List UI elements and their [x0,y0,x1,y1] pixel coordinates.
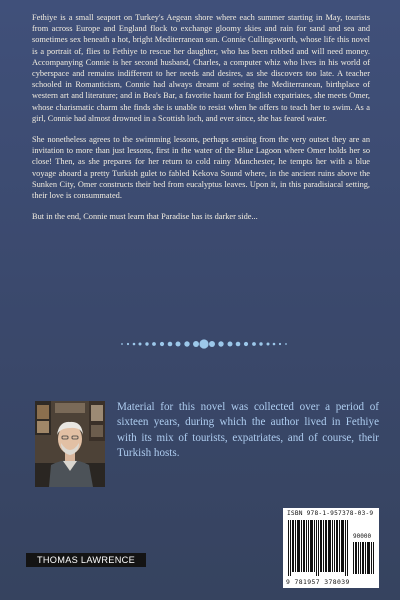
author-name-label: THOMAS LAWRENCE [26,553,146,567]
author-photo [35,401,105,487]
author-bio: Material for this novel was collected over a period of sixteen years, during which the author lived in Fethiye with its mix of tourists, expatriates, and of course, their Turkish hosts. [117,401,379,460]
synopsis-paragraph-2: She nonetheless agrees to the swimming lessons, perhaps sensing from the very outset they are an invitation to more than just lessons, first in the water of the Blue Lagoon where Omer holds her so close! Then, as she prepares for her return to cold rainy Manchester, he tempts her with a blue voyage aboard a pretty Turkish gulet to fabled Kekova Sound where, in the ancient ruins above the Sunken City, Omer constructs their bed from eucalyptus leaves. Upon it, in this paradisiacal setting, their love is consummated. [32,135,370,201]
synopsis-paragraph-1: Fethiye is a small seaport on Turkey's Aegean shore where each summer starting in May, tourists from across Europe and England flock to exchange gloomy skies and rain for sand and sea and sometimes sex beneath a hot, bright Mediterranean sun. Connie Cullingsworth, whose life this novel is a portrait of, flies to Fethiye to rescue her daughter, who has been robbed and will need money. Accompanying Connie is her second husband, Charles, a computer whiz who lives in his world of cyberspace and remains indifferent to her needs and desires, as she discovers too late. A teacher schooled in Romanticism, Connie had always dreamt of seeing the Mediterranean, birthplace of western art and literature; and in Bea's Bar, a favorite haunt for English expatriates, she meets Omer, whose charismatic charm she finds she is unable to resist when he offers to teach her to swim. As a girl, Connie had almost drowned in a Scottish loch, and ever since, she has feared water. [32,13,370,123]
author-portrait-image [35,401,105,487]
price-code: 90000 [353,533,372,540]
addon-barcode-bars [353,542,375,574]
ean-barcode-bars [287,520,349,576]
synopsis-paragraph-3: But in the end, Connie must learn that Paradise has its darker side... [32,212,258,222]
dotted-divider [118,338,290,350]
ean-digits: 9 781957 378039 [286,578,350,586]
isbn-barcode [283,508,379,588]
isbn-label: ISBN 978-1-957378-03-9 [287,510,374,517]
synopsis [32,12,370,232]
